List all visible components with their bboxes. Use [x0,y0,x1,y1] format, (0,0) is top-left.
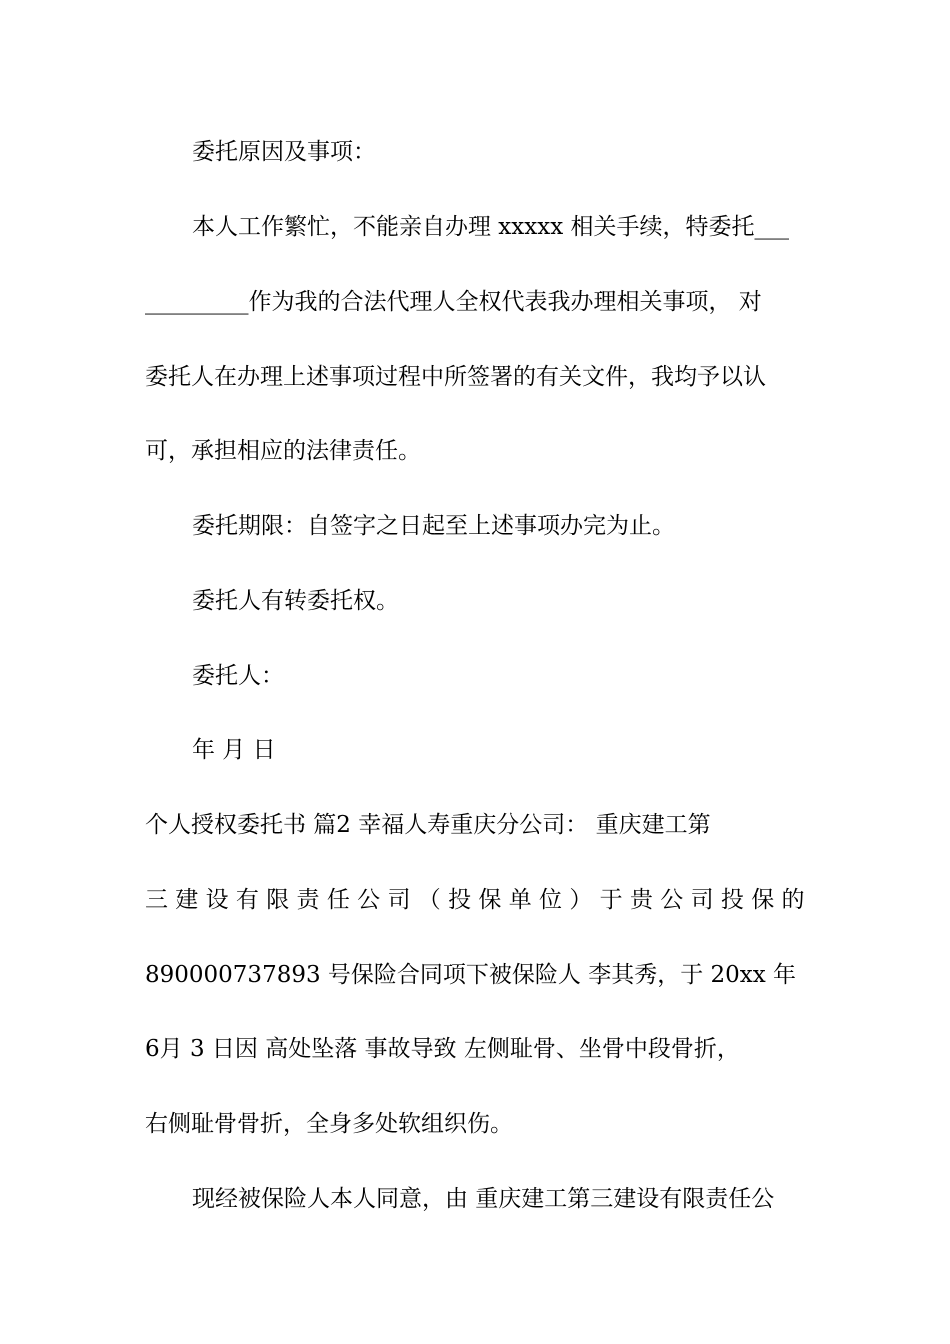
paragraph-line: 委托人在办理上述事项过程中所签署的有关文件，我均予以认 [145,364,766,390]
paragraph-line: 委托人有转委托权。 [192,588,399,614]
paragraph-line: 三 建 设 有 限 责 任 公 司 （ 投 保 单 位 ） 于 贵 公 司 投 保 的 [145,887,805,913]
paragraph-line: 6月 3 日因 高处坠落 事故导致 左侧耻骨、坐骨中段骨折， [145,1036,740,1062]
paragraph-line: 委托原因及事项： [192,139,376,165]
section-heading-line: 个人授权委托书 篇2 幸福人寿重庆分公司： 重庆建工第 [145,812,711,838]
paragraph-line: 可，承担相应的法律责任。 [145,438,421,464]
paragraph-line: 890000737893 号保险合同项下被保险人 李其秀，于 20xx 年 [145,962,797,988]
paragraph-line: 本人工作繁忙，不能亲自办理 xxxxx 相关手续，特委托___ [192,214,789,240]
paragraph-line: 右侧耻骨骨折，全身多处软组织伤。 [145,1111,513,1137]
paragraph-line: 委托期限：自签字之日起至上述事项办完为止。 [192,513,675,539]
paragraph-line: 委托人： [192,663,284,689]
paragraph-line: 现经被保险人本人同意，由 重庆建工第三建设有限责任公 [192,1186,775,1212]
date-line: 年 月 日 [192,737,276,763]
paragraph-line: _________作为我的合法代理人全权代表我办理相关事项， 对 [145,289,762,315]
